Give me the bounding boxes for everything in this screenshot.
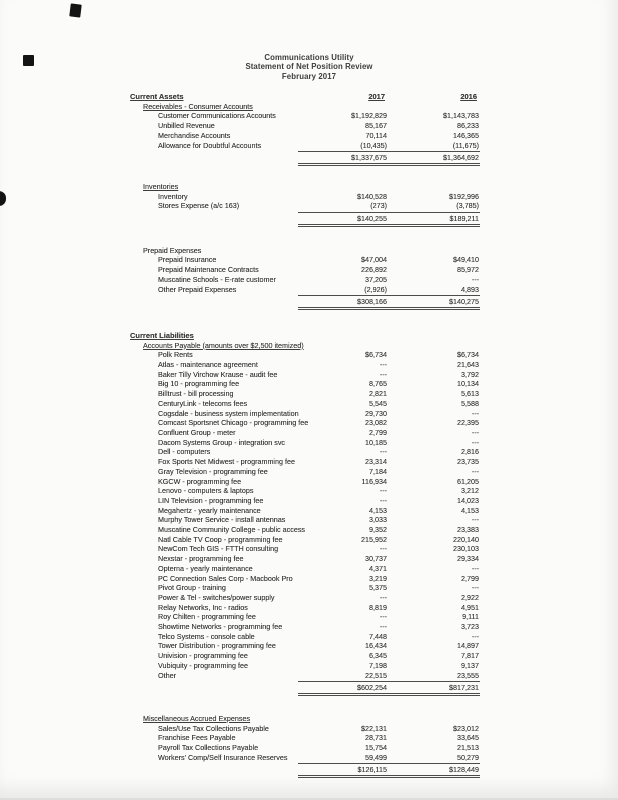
subsection-heading-row [130,714,480,724]
line-item-row [130,486,480,496]
row-label: LIN Television - programming fee [158,495,264,505]
subsection-heading-row [130,182,480,192]
amount-2016: 4,951 [461,602,479,612]
line-item-row [130,671,480,681]
amount-2017: 10,185 [365,437,387,447]
amount-2017: 2,821 [369,389,387,399]
amount-2016: 21,643 [457,360,479,370]
amount-2017: --- [379,369,387,379]
line-item-row [130,477,480,487]
row-label [130,763,298,778]
row-label: PC Connection Sales Corp - Macbook Pro [158,573,293,583]
amount-2017: 23,082 [365,418,387,428]
amount-2017: $1,192,829 [351,111,387,121]
line-item-row [130,409,480,419]
document-title: Communications Utility [264,53,354,62]
line-item-row [130,593,480,603]
line-item-row [130,641,480,651]
amount-2016: 14,897 [457,641,479,651]
line-item-row [130,285,480,295]
line-item-row [130,574,480,584]
amount-2016: 5,588 [461,398,479,408]
amount-2017: 7,184 [369,466,387,476]
row-label: Roy Chilten - programming fee [158,612,256,622]
amount-2017: 5,545 [369,398,387,408]
row-label: Customer Communications Accounts [158,111,276,121]
amount-2016: 86,233 [457,121,479,131]
amount-2016: --- [471,515,479,525]
row-label: Muscatine Schools - E-rate customer [158,274,276,284]
scan-artifact [69,3,82,17]
row-label: Allowance for Doubtful Accounts [158,140,262,150]
row-label [130,681,298,696]
amount-2016: 14,023 [457,495,479,505]
row-label: Opterna - yearly maintenance [158,563,253,573]
row-label: Megahertz - yearly maintenance [158,505,261,515]
row-label: Univision - programming fee [158,651,248,661]
line-item-row [130,418,480,428]
amount-2017 [298,246,388,256]
amount-2016: --- [471,408,479,418]
amount-2017: 30,737 [365,554,387,564]
amount-2017: 22,515 [365,670,387,680]
row-label: Dacom Systems Group - integration svc [158,437,286,447]
amount-2016: --- [471,437,479,447]
line-item-row [130,515,480,525]
line-item-row [130,603,480,613]
row-label: Unbilled Revenue [158,121,215,131]
amount-2017: 6,345 [369,651,387,661]
section-gap [130,229,480,246]
amount-2016: 85,972 [457,265,479,275]
line-item-row [130,350,480,360]
row-label: Sales/Use Tax Collections Payable [158,723,269,733]
total-row [130,212,480,227]
amount-2017: --- [379,486,387,496]
amount-2016: 3,723 [461,622,479,632]
amount-2017: $140,528 [357,191,387,201]
subsection-heading-row [130,102,480,112]
amount-2016: 220,140 [453,534,479,544]
amount-2016: 23,735 [457,457,479,467]
amount-2016: --- [471,563,479,573]
amount-2016: 23,555 [457,670,479,680]
amount-2017 [298,102,388,112]
amount-2016: $140,275 [388,295,480,310]
line-item-row [130,733,480,743]
row-label: Big 10 - programming fee [158,379,240,389]
amount-2016: 23,383 [457,525,479,535]
document-subtitle: Statement of Net Position Review [245,62,373,72]
amount-2016: $817,231 [388,681,480,696]
amount-2016: --- [471,583,479,593]
row-label: Dell - computers [158,447,211,457]
amount-2016: 2,922 [461,592,479,602]
line-item-row [130,506,480,516]
amount-2017 [298,714,388,724]
line-item-row [130,467,480,477]
amount-2017: 8,765 [369,379,387,389]
row-label: Gray Television - programming fee [158,466,268,476]
amount-2016: --- [471,466,479,476]
row-label: Other [158,670,176,680]
amount-2016 [388,714,480,724]
row-label: Current Liabilities [130,330,194,340]
amount-2016: (3,785) [456,201,479,211]
section-gap [130,698,480,714]
amount-2016 [388,182,480,192]
line-item-row [130,379,480,389]
row-label: Receivables - Consumer Accounts [143,101,253,111]
row-label [130,212,298,227]
amount-2017: $1,337,675 [298,151,388,166]
amount-2016: 61,205 [457,476,479,486]
amount-2017: 4,371 [369,563,387,573]
row-label: Tower Distribution - programming fee [158,641,276,651]
amount-2017: --- [379,612,387,622]
row-label: Nexstar - programming fee [158,554,244,564]
document-date: February 2017 [281,71,337,81]
row-label [130,151,298,166]
line-item-row [130,622,480,632]
amount-2017: (2,926) [364,284,387,294]
row-label: Accounts Payable (amounts over $2,500 itemized) [143,340,304,350]
line-item-row [130,632,480,642]
amount-2017: $22,131 [361,723,387,733]
line-item-row [130,275,480,285]
amount-2016: $1,143,783 [443,111,479,121]
document-header [0,53,618,81]
row-label: Other Prepaid Expenses [158,284,237,294]
amount-2016 [388,102,480,112]
amount-2017: $140,255 [298,212,388,227]
amount-2016: 2016 [460,92,477,101]
amount-2016: 50,279 [457,752,479,762]
amount-2016: 146,365 [453,130,479,140]
amount-2017: --- [379,447,387,457]
amount-2017: --- [379,495,387,505]
row-label: Power & Tel - switches/power supply [158,592,275,602]
section-gap [130,168,480,182]
amount-2016 [388,331,480,341]
subsection-heading-row [130,246,480,256]
line-item-row [130,525,480,535]
row-label: Comcast Sportsnet Chicago - programming fee [158,418,309,428]
line-item-row [130,535,480,545]
amount-2016 [388,246,480,256]
amount-2016: 10,134 [457,379,479,389]
row-label: Lenovo - computers & laptops [158,486,254,496]
row-label: Relay Networks, Inc - radios [158,602,248,612]
amount-2017: 28,731 [365,733,387,743]
row-label: Polk Rents [158,350,193,360]
line-item-row [130,201,480,211]
total-row [130,763,480,778]
amount-2017: 3,033 [369,515,387,525]
amount-2017: 59,499 [365,752,387,762]
amount-2016: 22,395 [457,418,479,428]
amount-2017: (273) [370,201,387,211]
line-item-row [130,496,480,506]
amount-2017: 2017 [368,92,385,101]
amount-2016: $23,012 [453,723,479,733]
amount-2017: 226,892 [361,265,387,275]
row-label: Current Assets [130,92,184,101]
amount-2017: $126,115 [298,763,388,778]
amount-2017: --- [379,622,387,632]
amount-2017: 3,219 [369,573,387,583]
row-label: Payroll Tax Collections Payable [158,743,259,753]
row-label: Prepaid Expenses [143,245,202,255]
row-label: Prepaid Insurance [158,255,217,265]
row-label: Murphy Tower Service - install antennas [158,515,286,525]
amount-2017: --- [379,592,387,602]
amount-2017: $602,254 [298,681,388,696]
total-row [130,151,480,166]
amount-2016: 3,792 [461,369,479,379]
line-item-row [130,438,480,448]
row-label: Merchandise Accounts [158,130,231,140]
amount-2017: 9,352 [369,525,387,535]
line-item-row [130,743,480,753]
line-item-row [130,255,480,265]
row-label: Pivot Group - training [158,583,226,593]
row-label: Franchise Fees Payable [158,733,236,743]
scan-artifact [0,191,6,206]
line-item-row [130,457,480,467]
line-item-row [130,447,480,457]
amount-2016: 21,513 [457,743,479,753]
amount-2016: 2,799 [461,573,479,583]
row-label: Confluent Group - meter [158,427,236,437]
amount-2017: 29,730 [365,408,387,418]
line-item-row [130,265,480,275]
line-item-row [130,544,480,554]
amount-2016: 5,613 [461,389,479,399]
line-item-row [130,651,480,661]
amount-2016: --- [471,427,479,437]
amount-2017: $308,166 [298,295,388,310]
amount-2017: 16,434 [365,641,387,651]
line-item-row [130,554,480,564]
amount-2016: $6,734 [457,350,479,360]
amount-2017 [298,331,388,341]
amount-2016: --- [471,631,479,641]
line-item-row [130,121,480,131]
amount-2017: --- [379,544,387,554]
amount-2017: 4,153 [369,505,387,515]
amount-2017 [298,182,388,192]
row-label: KGCW - programming fee [158,476,242,486]
amount-2016: $1,364,692 [388,151,480,166]
amount-2017: 85,167 [365,121,387,131]
amount-2017: 215,952 [361,534,387,544]
amount-2017: $6,734 [365,350,387,360]
amount-2016: 29,334 [457,554,479,564]
line-item-row [130,131,480,141]
section-gap [130,312,480,331]
statement-table [130,92,480,780]
column-header-row [130,92,480,102]
row-label: Billtrust - bill processing [158,389,234,399]
line-item-row [130,111,480,121]
amount-2016: 33,645 [457,733,479,743]
line-item-row [130,141,480,151]
line-item-row [130,389,480,399]
amount-2016: $128,449 [388,763,480,778]
line-item-row [130,612,480,622]
amount-2016: 230,103 [453,544,479,554]
row-label: Vubiquity - programming fee [158,660,249,670]
row-label: Telco Systems - console cable [158,631,255,641]
amount-2017: 7,198 [369,660,387,670]
line-item-row [130,724,480,734]
row-label: Natl Cable TV Coop - programming fee [158,534,283,544]
amount-2016: $189,211 [388,212,480,227]
line-item-row [130,564,480,574]
amount-2016 [388,341,480,351]
total-row [130,295,480,310]
amount-2017 [298,341,388,351]
amount-2017: 15,754 [365,743,387,753]
section-heading-row [130,331,480,341]
row-label: Fox Sports Net Midwest - programming fee [158,457,296,467]
amount-2016: 3,212 [461,486,479,496]
row-label: Cogsdale - business system implementation [158,408,299,418]
row-label: NewCom Tech GIS - FTTH consulting [158,544,279,554]
amount-2016: 7,817 [461,651,479,661]
amount-2017: 7,448 [369,631,387,641]
subsection-heading-row [130,341,480,351]
amount-2017: 8,819 [369,602,387,612]
amount-2017: 23,314 [365,457,387,467]
amount-2017: 70,114 [365,130,387,140]
row-label: Inventories [143,181,179,191]
row-label: Inventory [158,191,188,201]
line-item-row [130,661,480,671]
line-item-row [130,360,480,370]
row-label [130,295,298,310]
line-item-row [130,399,480,409]
amount-2017: --- [379,360,387,370]
line-item-row [130,583,480,593]
row-label: Showtime Networks - programming fee [158,622,283,632]
amount-2016: $192,996 [449,191,479,201]
amount-2016: 9,111 [462,612,479,622]
amount-2016: 9,137 [461,660,479,670]
line-item-row [130,753,480,763]
amount-2017: 5,375 [369,583,387,593]
row-label: Atlas - maintenance agreement [158,360,258,370]
amount-2016: 2,816 [461,447,479,457]
row-label: Workers' Comp/Self Insurance Reserves [158,752,288,762]
amount-2017: (10,435) [360,140,387,150]
amount-2017: 116,934 [361,476,387,486]
total-row [130,681,480,696]
amount-2016: 4,153 [461,505,479,515]
amount-2016: $49,410 [453,255,479,265]
row-label: CenturyLink - telecoms fees [158,398,248,408]
row-label: Muscatine Community College - public access [158,525,306,535]
line-item-row [130,192,480,202]
row-label: Prepaid Maintenance Contracts [158,265,259,275]
row-label: Stores Expense (a/c 163) [158,201,240,211]
amount-2016: --- [471,274,479,284]
line-item-row [130,428,480,438]
row-label: Baker Tilly Virchow Krause - audit fee [158,369,278,379]
amount-2017: 37,205 [365,274,387,284]
amount-2016: (11,675) [452,140,479,150]
amount-2017: 2,799 [369,427,387,437]
row-label: Miscellaneous Accrued Expenses [143,713,251,723]
amount-2017: $47,004 [361,255,387,265]
amount-2016: 4,893 [461,284,479,294]
line-item-row [130,370,480,380]
